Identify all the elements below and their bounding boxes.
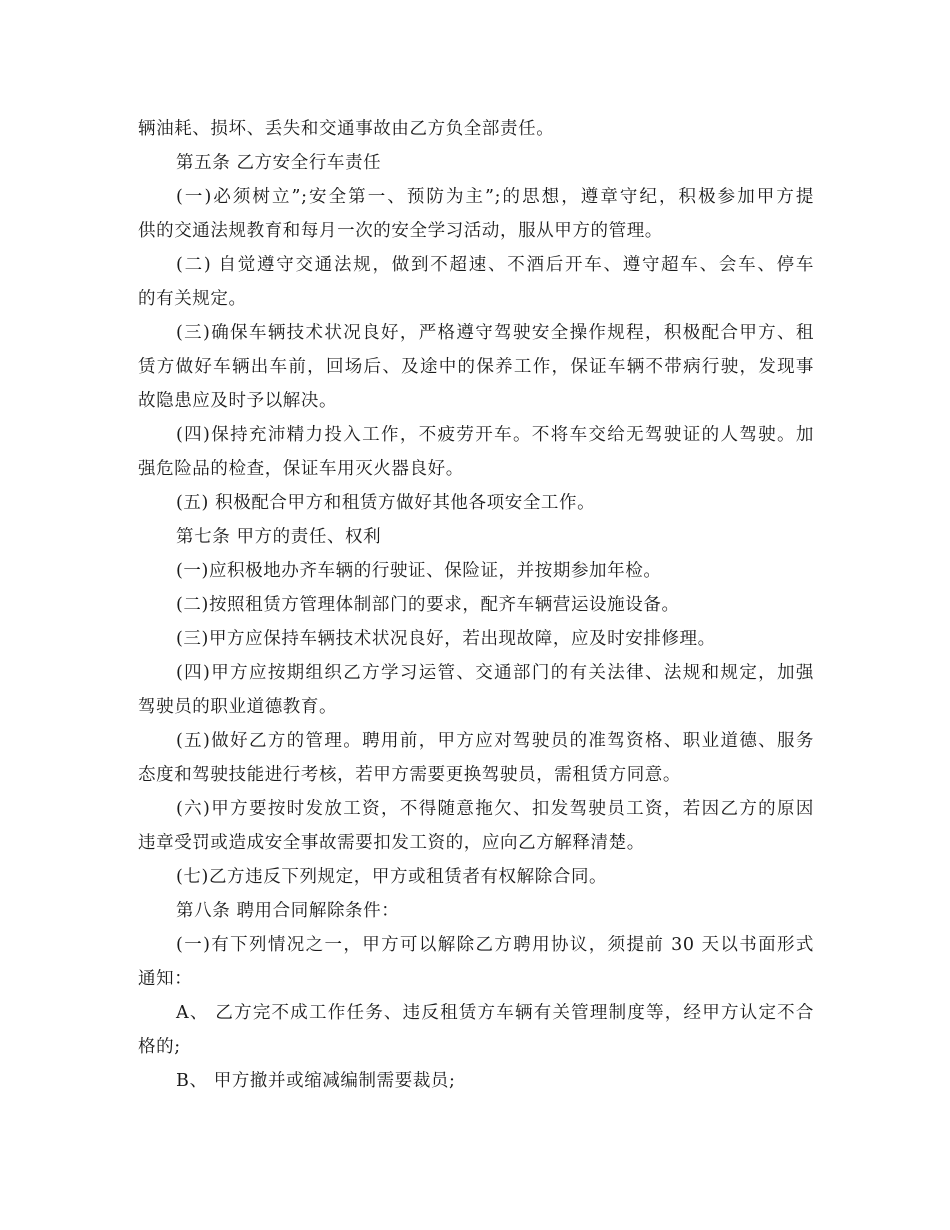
article-heading: 第七条 甲方的责任、权利	[176, 527, 382, 547]
article-heading: 第五条 乙方安全行车责任	[176, 153, 382, 173]
text-line: (三)甲方应保持车辆技术状况良好，若出现故障，应及时安排修理。	[176, 629, 716, 649]
text-line: 通知：	[138, 969, 193, 989]
text-line: 供的交通法规教育和每月一次的安全学习活动，服从甲方的管理。	[138, 221, 663, 241]
text-line: (三)确保车辆技术状况良好，严格遵守驾驶安全操作规程，积极配合甲方、租	[176, 323, 814, 343]
text-line: (六)甲方要按时发放工资，不得随意拖欠、扣发驾驶员工资，若因乙方的原因	[176, 799, 814, 819]
text-line: 强危险品的检查，保证车用灭火器良好。	[138, 459, 464, 479]
text-line: (四)甲方应按期组织乙方学习运管、交通部门的有关法律、法规和规定，加强	[176, 663, 814, 683]
text-line: 赁方做好车辆出车前，回场后、及途中的保养工作，保证车辆不带病行驶，发现事	[138, 357, 814, 377]
text-line: (一)应积极地办齐车辆的行驶证、保险证，并按期参加年检。	[176, 561, 662, 581]
text-line: (五) 积极配合甲方和租赁方做好其他各项安全工作。	[176, 493, 596, 513]
document-body	[138, 112, 814, 1098]
text-line: 的有关规定。	[138, 289, 247, 309]
text-line: (七)乙方违反下列规定，甲方或租赁者有权解除合同。	[176, 867, 608, 887]
text-line: 驾驶员的职业道德教育。	[138, 697, 338, 717]
text-line: (一)必须树立”;安全第一、预防为主”;的思想，遵章守纪，积极参加甲方提	[176, 187, 814, 207]
text-line: B、 甲方撤并或缩减编制需要裁员;	[176, 1071, 456, 1091]
text-line: 违章受罚或造成安全事故需要扣发工资的，应向乙方解释清楚。	[138, 833, 645, 853]
text-line: (五)做好乙方的管理。聘用前，甲方应对驾驶员的准驾资格、职业道德、服务	[176, 731, 814, 751]
text-line: 辆油耗、损坏、丢失和交通事故由乙方负全部责任。	[138, 119, 555, 139]
text-line: 格的;	[138, 1037, 181, 1057]
text-line: (一)有下列情况之一，甲方可以解除乙方聘用协议，须提前 30 天以书面形式	[176, 935, 814, 955]
text-line: A、 乙方完不成工作任务、违反租赁方车辆有关管理制度等，经甲方认定不合	[176, 1003, 814, 1023]
text-line: (二) 自觉遵守交通法规，做到不超速、不酒后开车、遵守超车、会车、停车	[176, 255, 814, 275]
text-line: (四)保持充沛精力投入工作，不疲劳开车。不将车交给无驾驶证的人驾驶。加	[176, 425, 814, 445]
text-line: 态度和驾驶技能进行考核，若甲方需要更换驾驶员，需租赁方同意。	[138, 765, 681, 785]
text-line: (二)按照租赁方管理体制部门的要求，配齐车辆营运设施设备。	[176, 595, 680, 615]
text-line: 故隐患应及时予以解决。	[138, 391, 338, 411]
article-heading: 第八条 聘用合同解除条件：	[176, 901, 400, 921]
